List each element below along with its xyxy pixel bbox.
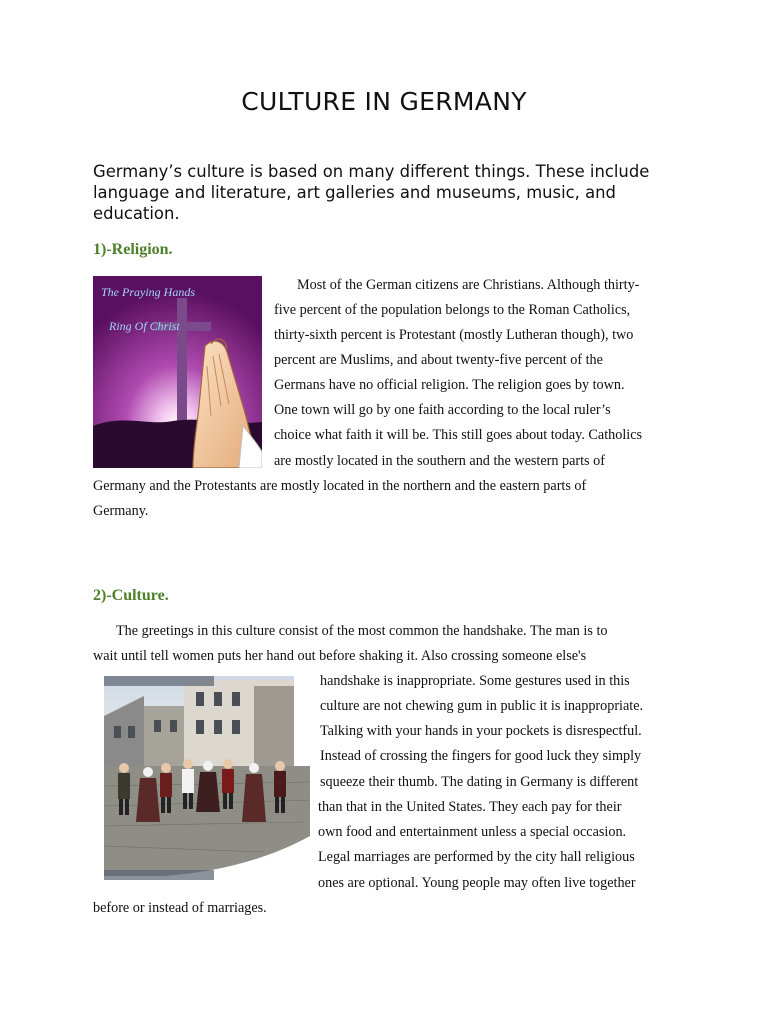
folk-dancers-image xyxy=(104,676,310,880)
culture-line-11: ones are optional. Young people may often live together xyxy=(318,875,636,891)
page-title: CULTURE IN GERMANY xyxy=(241,87,527,116)
religion-line-1: Most of the German citizens are Christians. Although thirty- xyxy=(297,277,640,293)
culture-line-4: culture are not chewing gum in public it is inappropriate. xyxy=(320,698,644,714)
religion-line-2: five percent of the population belongs to the Roman Catholics, xyxy=(274,302,631,318)
culture-line-10: Legal marriages are performed by the city hall religious xyxy=(318,849,635,865)
culture-line-1: The greetings in this culture consist of the most common the handshake. The man is to xyxy=(116,623,608,639)
intro-paragraph: Germany’s culture is based on many different things. These include language and literature, art galleries and museums, music, and education. xyxy=(93,162,650,223)
culture-line-9: own food and entertainment unless a special occasion. xyxy=(318,824,627,840)
culture-heading-dot: . xyxy=(164,587,169,604)
religion-line-7: choice what faith it will be. This still goes about today. Catholics xyxy=(274,427,643,443)
religion-line-8: are mostly located in the southern and the western parts of xyxy=(274,453,605,469)
culture-heading xyxy=(93,587,169,605)
religion-line-6: One town will go by one faith according to the local ruler’s xyxy=(274,402,611,418)
culture-line-3: handshake is inappropriate. Some gestures used in this xyxy=(320,673,630,689)
culture-line-12: before or instead of marriages. xyxy=(93,900,267,916)
religion-line-9: Germany and the Protestants are mostly located in the northern and the eastern parts of xyxy=(93,478,587,494)
culture-line-8: than that in the United States. They each pay for their xyxy=(318,799,622,815)
svg-text:Ring Of Christ: Ring Of Christ xyxy=(109,319,180,333)
culture-line-5: Talking with your hands in your pockets is disrespectful. xyxy=(320,723,642,739)
religion-heading: 1)-Religion. xyxy=(93,241,173,258)
religion-line-10: Germany. xyxy=(93,503,149,519)
culture-line-7: squeeze their thumb. The dating in Germany is different xyxy=(320,774,639,790)
praying-hands-image xyxy=(93,276,262,468)
svg-text:The Praying Hands: The Praying Hands xyxy=(101,285,195,299)
culture-line-2: wait until tell women puts her hand out before shaking it. Also crossing someone else's xyxy=(93,648,587,664)
religion-line-5: Germans have no official religion. The religion goes by town. xyxy=(274,377,625,393)
culture-heading-text: 2)-Culture xyxy=(93,587,165,604)
religion-line-3: thirty-sixth percent is Protestant (mostly Lutheran though), two xyxy=(274,327,634,343)
culture-line-6: Instead of crossing the fingers for good luck they simply xyxy=(320,748,642,764)
religion-line-4: percent are Muslims, and about twenty-five percent of the xyxy=(274,352,603,368)
